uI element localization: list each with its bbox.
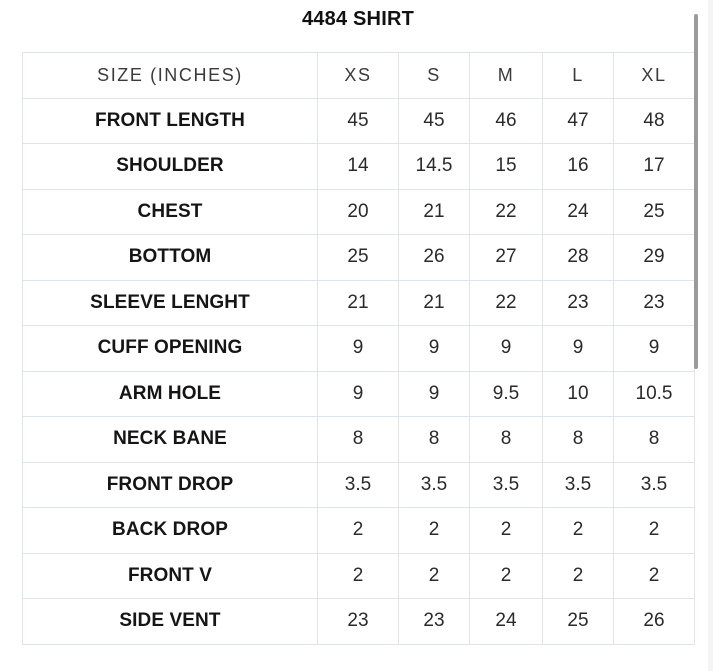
table-row <box>23 326 695 372</box>
column-header-m: M <box>470 53 543 99</box>
row-label: BACK DROP <box>23 508 318 554</box>
cell-xl: 17 <box>614 144 695 190</box>
cell-s: 21 <box>399 280 470 326</box>
cell-xs: 21 <box>318 280 399 326</box>
cell-xs: 23 <box>318 599 399 645</box>
cell-m: 2 <box>470 553 543 599</box>
cell-xl: 25 <box>614 189 695 235</box>
cell-l: 2 <box>543 508 614 554</box>
cell-l: 10 <box>543 371 614 417</box>
cell-s: 21 <box>399 189 470 235</box>
cell-xl: 2 <box>614 508 695 554</box>
cell-xl: 48 <box>614 98 695 144</box>
cell-xs: 14 <box>318 144 399 190</box>
cell-s: 9 <box>399 371 470 417</box>
table-row <box>23 144 695 190</box>
cell-m: 9.5 <box>470 371 543 417</box>
cell-l: 9 <box>543 326 614 372</box>
column-header-size-label: SIZE (INCHES) <box>23 53 318 99</box>
cell-s: 23 <box>399 599 470 645</box>
table-header-row <box>23 53 695 99</box>
table-row <box>23 462 695 508</box>
cell-m: 22 <box>470 189 543 235</box>
cell-l: 24 <box>543 189 614 235</box>
column-header-xl: XL <box>614 53 695 99</box>
cell-m: 8 <box>470 417 543 463</box>
cell-m: 3.5 <box>470 462 543 508</box>
size-table-container[interactable] <box>22 52 694 645</box>
table-row <box>23 189 695 235</box>
table-row <box>23 371 695 417</box>
cell-m: 24 <box>470 599 543 645</box>
row-label: NECK BANE <box>23 417 318 463</box>
cell-l: 47 <box>543 98 614 144</box>
table-row <box>23 553 695 599</box>
cell-xs: 3.5 <box>318 462 399 508</box>
cell-xl: 26 <box>614 599 695 645</box>
column-header-l: L <box>543 53 614 99</box>
cell-l: 2 <box>543 553 614 599</box>
cell-xl: 9 <box>614 326 695 372</box>
cell-l: 25 <box>543 599 614 645</box>
scrollbar-track <box>708 0 713 671</box>
row-label: FRONT DROP <box>23 462 318 508</box>
size-table <box>22 52 695 645</box>
cell-xl: 2 <box>614 553 695 599</box>
column-header-xs: XS <box>318 53 399 99</box>
table-row <box>23 417 695 463</box>
row-label: CHEST <box>23 189 318 235</box>
row-label: FRONT V <box>23 553 318 599</box>
cell-xs: 2 <box>318 553 399 599</box>
vertical-scrollbar[interactable] <box>694 14 698 369</box>
cell-xs: 9 <box>318 326 399 372</box>
row-label: CUFF OPENING <box>23 326 318 372</box>
cell-xl: 23 <box>614 280 695 326</box>
cell-m: 46 <box>470 98 543 144</box>
column-header-s: S <box>399 53 470 99</box>
cell-s: 2 <box>399 553 470 599</box>
cell-xs: 20 <box>318 189 399 235</box>
cell-m: 2 <box>470 508 543 554</box>
row-label: BOTTOM <box>23 235 318 281</box>
cell-m: 15 <box>470 144 543 190</box>
row-label: SHOULDER <box>23 144 318 190</box>
cell-xl: 10.5 <box>614 371 695 417</box>
table-row <box>23 235 695 281</box>
cell-xs: 25 <box>318 235 399 281</box>
cell-xl: 8 <box>614 417 695 463</box>
cell-m: 27 <box>470 235 543 281</box>
row-label: FRONT LENGTH <box>23 98 318 144</box>
cell-m: 22 <box>470 280 543 326</box>
cell-s: 14.5 <box>399 144 470 190</box>
row-label: SLEEVE LENGHT <box>23 280 318 326</box>
cell-s: 26 <box>399 235 470 281</box>
cell-m: 9 <box>470 326 543 372</box>
cell-xl: 29 <box>614 235 695 281</box>
row-label: SIDE VENT <box>23 599 318 645</box>
table-row <box>23 98 695 144</box>
row-label: ARM HOLE <box>23 371 318 417</box>
cell-l: 16 <box>543 144 614 190</box>
cell-xs: 45 <box>318 98 399 144</box>
cell-s: 2 <box>399 508 470 554</box>
cell-l: 28 <box>543 235 614 281</box>
cell-s: 8 <box>399 417 470 463</box>
cell-l: 23 <box>543 280 614 326</box>
table-row <box>23 280 695 326</box>
cell-s: 45 <box>399 98 470 144</box>
cell-s: 3.5 <box>399 462 470 508</box>
cell-xs: 9 <box>318 371 399 417</box>
cell-s: 9 <box>399 326 470 372</box>
cell-xs: 2 <box>318 508 399 554</box>
cell-l: 8 <box>543 417 614 463</box>
page-title: 4484 SHIRT <box>301 8 415 30</box>
table-row <box>23 599 695 645</box>
table-row <box>23 508 695 554</box>
cell-xs: 8 <box>318 417 399 463</box>
cell-l: 3.5 <box>543 462 614 508</box>
cell-xl: 3.5 <box>614 462 695 508</box>
